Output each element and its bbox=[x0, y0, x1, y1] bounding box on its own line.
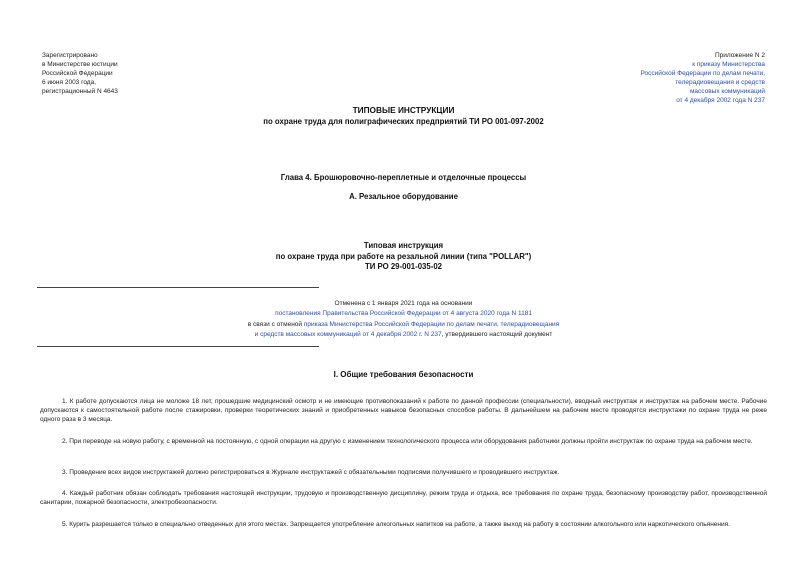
divider-top bbox=[37, 287, 319, 288]
appendix-order-link[interactable]: от 4 декабря 2002 года N 237 bbox=[676, 97, 765, 105]
section-heading: I. Общие требования безопасности bbox=[333, 370, 474, 379]
paragraph-3: 3. Проведение всех видов инструктажей должно регистрироваться в Журнале инструктажей с обязательными подписями получившего и проводившего инструктаж. bbox=[62, 468, 560, 476]
appendix-order-link[interactable]: телерадиовещания и средств bbox=[675, 79, 765, 87]
cancellation-notice bbox=[0, 299, 807, 341]
section-a-title: А. Резальное оборудование bbox=[349, 192, 458, 201]
cancellation-line: Отменена с 1 января 2021 года на основании bbox=[334, 300, 473, 307]
cancellation-suffix: , утвердившего настоящий документ bbox=[441, 331, 553, 339]
order-link-continued[interactable]: и средств массовых коммуникаций от 4 декабря 2002 г. N 237 bbox=[254, 331, 442, 339]
instruction-subtitle: по охране труда при работе на резальной линии (типа "POLLAR") bbox=[275, 251, 532, 261]
registration-line: Российской Федерации bbox=[42, 70, 113, 78]
paragraph-2: 2. При переводе на новую работу, с временной на постоянную, с одной операции на другую с изменением технологического процесса или оборудования работники должны пройти инструктаж по охране труда на рабочем месте. bbox=[62, 437, 753, 445]
decree-link[interactable]: постановления Правительства Российской Федерации от 4 августа 2020 года N 1181 bbox=[275, 310, 532, 318]
appendix-order-link[interactable]: Российской Федерации по делам печати, bbox=[640, 70, 765, 78]
appendix-order-link[interactable]: к приказу Министерства bbox=[692, 61, 765, 69]
instruction-title: Типовая инструкция bbox=[363, 241, 444, 250]
registration-line: 6 июня 2003 года, bbox=[42, 79, 97, 87]
instruction-heading bbox=[0, 241, 807, 273]
cancellation-prefix: в связи с отменой bbox=[247, 320, 304, 328]
appendix-order-link[interactable]: массовых коммуникаций bbox=[689, 88, 765, 96]
appendix-label: Приложение N 2 bbox=[714, 52, 765, 59]
order-link[interactable]: приказа Министерства Российской Федерации по делам печати, телерадиовещания bbox=[303, 320, 560, 328]
paragraph-4: 4. Каждый работник обязан соблюдать требования настоящей инструкции, трудовую и производственную дисциплину, режим труда и отдыха, все требования по охране труда, безопасному производству работ, производственной санитарии, пожарной безопасности, электробезопасности. bbox=[40, 489, 767, 506]
document-subtitle: по охране труда для полиграфических предприятий ТИ РО 001-097-2002 bbox=[263, 117, 544, 126]
document-title: ТИПОВЫЕ ИНСТРУКЦИИ bbox=[352, 105, 455, 115]
registration-line: в Министерстве юстиции bbox=[42, 61, 118, 69]
paragraph-5: 5. Курить разрешается только в специально отведенных для этого местах. Запрещается употребление алкогольных напитков на работе, а также выход на работу в состоянии алкогольного или наркотического опьянения. bbox=[62, 520, 730, 528]
registration-note bbox=[42, 51, 118, 96]
appendix-note bbox=[545, 51, 765, 106]
divider-bottom bbox=[37, 346, 319, 347]
paragraph-1: 1. К работе допускаются лица не моложе 18 лет, прошедшие медицинский осмотр и не имеющие противопоказаний к работе по данной профессии (специальности), вводный инструктаж и инструктаж на рабочем месте. Рабочие допускаются к самостоятельной работе после стажировки, проверки теоретических знаний и приобретенных навыков безопасных способов работы. В дальнейшем на рабочем месте проводятся инструктажи по охране труда не реже одного раза в 3 месяца. bbox=[40, 397, 767, 424]
instruction-code: ТИ РО 29-001-035-02 bbox=[364, 262, 442, 271]
chapter-title: Глава 4. Брошюровочно-переплетные и отделочные процессы bbox=[280, 173, 527, 182]
registration-line: Зарегистрировано bbox=[42, 52, 98, 59]
registration-line: регистрационный N 4643 bbox=[42, 88, 118, 96]
